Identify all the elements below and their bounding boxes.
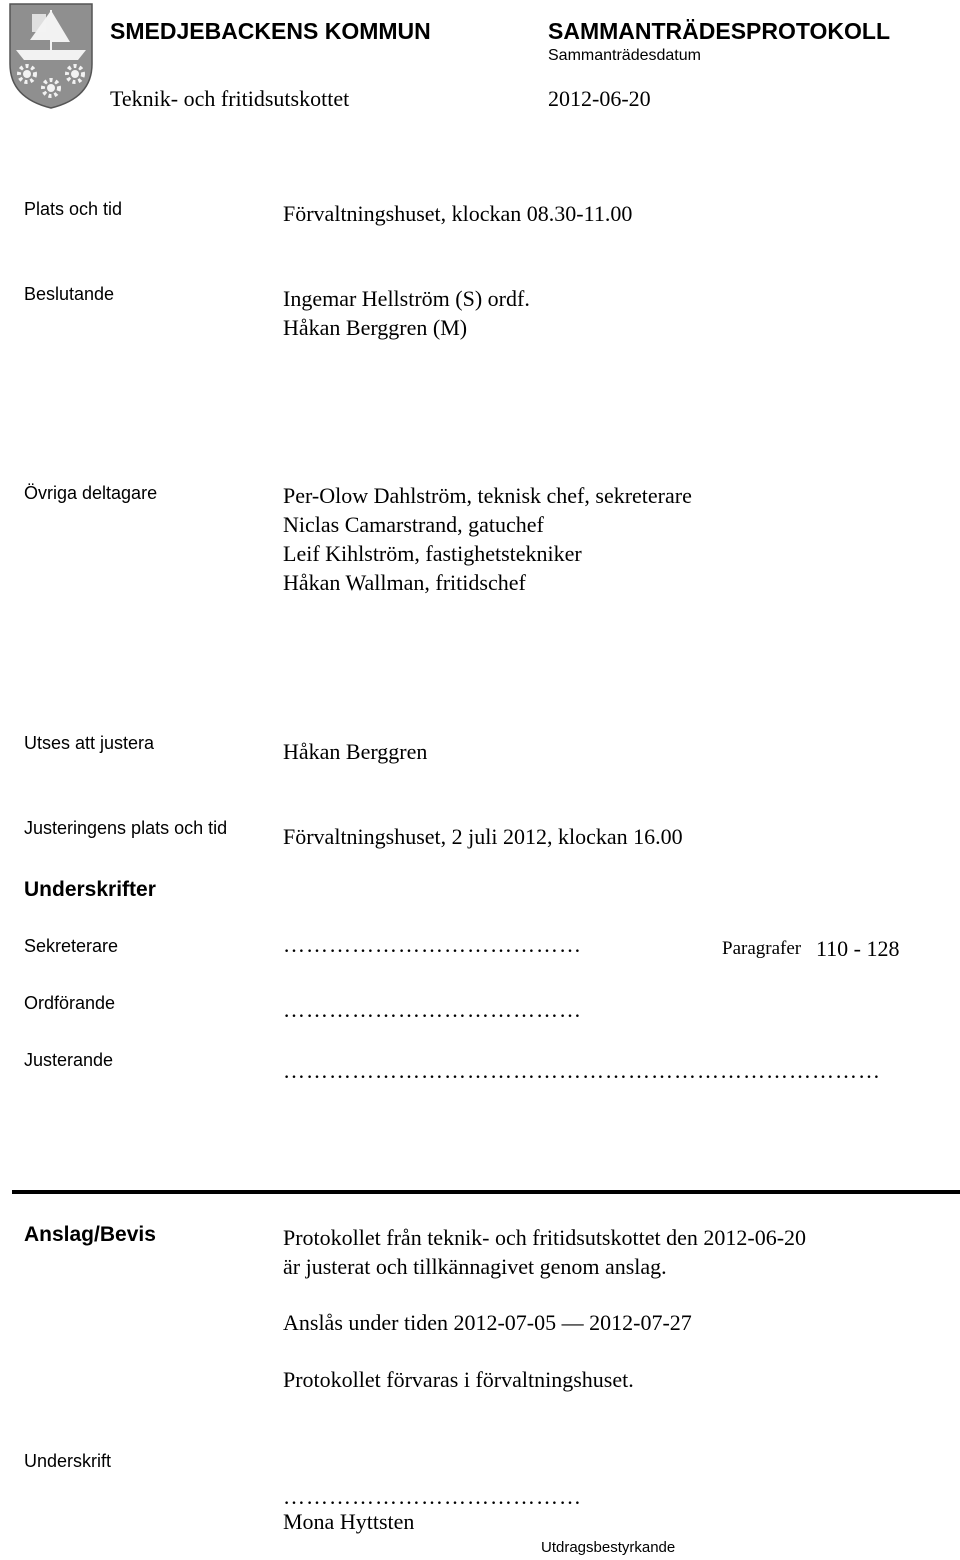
meeting-date-label: Sammanträdesdatum: [548, 47, 701, 64]
place-value: Förvaltningshuset, klockan 08.30-11.00: [283, 201, 633, 226]
others-label: Övriga deltagare: [24, 483, 158, 503]
posting-period: Anslås under tiden 2012-07-05 — 2012-07-27: [283, 1310, 692, 1335]
decision-label: Beslutande: [24, 284, 115, 304]
other-participants: [283, 481, 692, 597]
notice-heading: Anslag/Bevis: [24, 1223, 156, 1246]
adjust-place-label: Justeringens plats och tid: [24, 818, 228, 838]
document-type: SAMMANTRÄDESPROTOKOLL: [548, 18, 891, 44]
signatures-heading: Underskrifter: [24, 878, 156, 901]
notice-text: [283, 1223, 806, 1281]
certified-extract-label: Utdragsbestyrkande: [541, 1539, 676, 1556]
committee-name: Teknik- och fritidsutskottet: [110, 86, 350, 111]
notice-line: Protokollet från teknik- och fritidsutskottet den 2012-06-20: [283, 1225, 807, 1250]
municipality-coat-of-arms: [8, 2, 94, 110]
signature-adjuster-label: Justerande: [24, 1050, 114, 1070]
participant: Leif Kihlström, fastighetstekniker: [283, 541, 582, 566]
signature-label: Underskrift: [24, 1451, 112, 1471]
participant: Håkan Wallman, fritidschef: [283, 570, 526, 595]
participant: Niclas Camarstrand, gatuchef: [283, 512, 544, 537]
notice-line: är justerat och tillkännagivet genom anslag.: [283, 1254, 667, 1279]
adjuster-value: Håkan Berggren: [283, 739, 428, 764]
place-label: Plats och tid: [24, 199, 123, 219]
secretary-label: Sekreterare: [24, 936, 119, 956]
storage-note: Protokollet förvaras i förvaltningshuset.: [283, 1367, 634, 1392]
meeting-date: 2012-06-20: [548, 86, 651, 111]
decision-member: Ingemar Hellström (S) ordf.: [283, 286, 530, 311]
adjuster-signature-line: ……………………………………………………………………: [283, 1058, 881, 1083]
participant: Per-Olow Dahlström, teknisk chef, sekreterare: [283, 483, 692, 508]
decision-members: [283, 284, 530, 342]
signer-name: Mona Hyttsten: [283, 1509, 415, 1534]
section-divider: [12, 1190, 960, 1194]
paragraphs-label: Paragrafer: [722, 938, 802, 959]
chair-label: Ordförande: [24, 993, 116, 1013]
municipality-name: SMEDJEBACKENS KOMMUN: [110, 18, 431, 44]
paragraphs-value: 110 - 128: [816, 936, 900, 961]
decision-member: Håkan Berggren (M): [283, 315, 468, 340]
adjuster-label: Utses att justera: [24, 733, 155, 753]
adjust-place-value: Förvaltningshuset, 2 juli 2012, klockan 16.00: [283, 824, 683, 849]
secretary-signature-line: …………………………………: [283, 932, 582, 957]
notice-signature-line: …………………………………: [283, 1484, 582, 1509]
chair-signature-line: …………………………………: [283, 997, 582, 1022]
